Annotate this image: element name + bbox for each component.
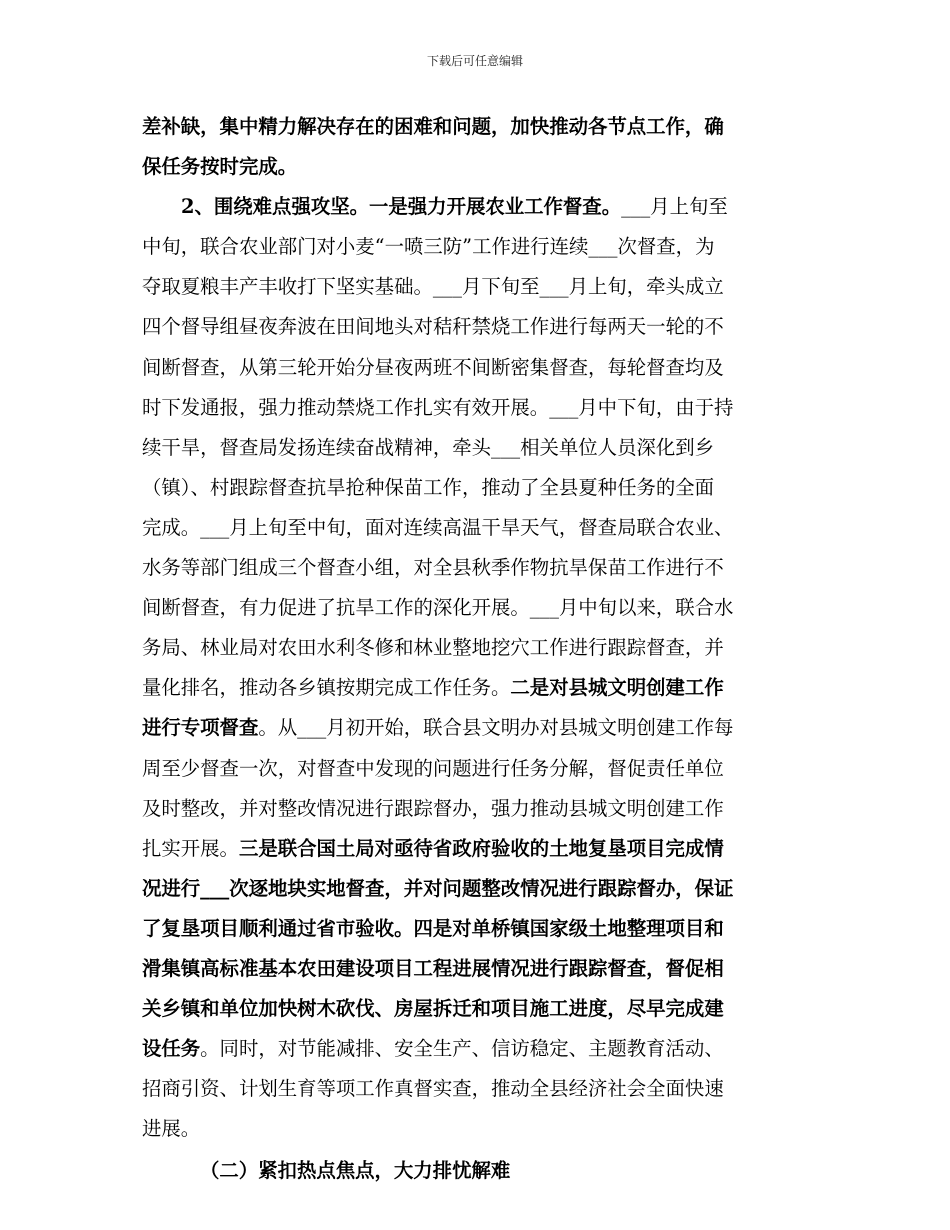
paragraph-line: 间断督查，有力促进了抗旱工作的深化开展。___月中旬以来，联合水 <box>142 596 734 620</box>
paragraph-2 <box>142 187 810 1149</box>
paragraph-line: 及时整改，并对整改情况进行跟踪督办，强力推动县城文明创建工作 <box>142 796 724 820</box>
paragraph-line: 保任务按时完成。 <box>142 155 298 179</box>
paragraph-line: 时下发通报，强力推动禁烧工作扎实有效开展。___月中下旬，由于持 <box>142 395 734 419</box>
paragraph-1 <box>142 107 810 187</box>
paragraph-line: 水务等部门组成三个督查小组，对全县秋季作物抗旱保苗工作进行不 <box>142 556 724 580</box>
paragraph-line: 差补缺，集中精力解决存在的困难和问题，加快推动各节点工作，确 <box>142 115 724 138</box>
paragraph-line: 关乡镇和单位加快树木砍伐、房屋拆迁和项目施工进度，尽早完成建 <box>142 997 724 1021</box>
paragraph-line: 中旬，联合农业部门对小麦“一喷三防”工作进行连续___次督查，为 <box>142 235 715 259</box>
paragraph-line: 周至少督查一次，对督查中发现的问题进行任务分解，督促责任单位 <box>142 756 724 780</box>
paragraph-line: 滑集镇高标准基本农田建设项目工程进展情况进行跟踪督查，督促相 <box>142 956 724 980</box>
paragraph-line <box>142 668 810 708</box>
text-run: 扎实开展。 <box>142 836 239 860</box>
paragraph-line: 进展。 <box>142 1117 201 1141</box>
bold-run: 三是联合国土局对亟待省政府验收的土地复垦项目完成情 <box>238 836 724 860</box>
section-subheading: （二）紧扣热点焦点，大力排忧解难 <box>200 1159 511 1183</box>
paragraph-line: 续干旱，督查局发扬连续奋战精神，牵头___相关单位人员深化到乡 <box>142 435 715 459</box>
paragraph-line: 了复垦项目顺利通过省市验收。四是对单桥镇国家级土地整理项目和 <box>142 916 724 940</box>
text-run: ___月上旬至 <box>621 195 728 219</box>
paragraph-line: 间断督查，从第三轮开始分昼夜两班不间断密集督查，每轮督查均及 <box>142 355 724 379</box>
text-run: 。从___月初开始，联合县文明办对县城文明创建工作每 <box>258 716 734 740</box>
paragraph-line: 务局、林业局对农田水利冬修和林业整地挖穴工作进行跟踪督查，并 <box>142 636 724 660</box>
paragraph-line <box>142 187 810 227</box>
bold-run: 二是对县城文明创建工作 <box>510 676 724 700</box>
paragraph-line: 夺取夏粮丰产丰收打下坚实基础。___月下旬至___月上旬，牵头成立 <box>142 275 724 299</box>
text-run: 。同时，对节能减排、安全生产、信访稳定、主题教育活动、 <box>200 1037 724 1061</box>
paragraph-line: 招商引资、计划生育等项工作真督实查，推动全县经济社会全面快速 <box>142 1077 724 1101</box>
paragraph-line: 完成。___月上旬至中旬，面对连续高温干旱天气，督查局联合农业、 <box>142 515 734 539</box>
paragraph-line: 况进行___次逐地块实地督查，并对问题整改情况进行跟踪督办，保证 <box>142 876 734 900</box>
paragraph-line: （镇）、村跟踪督查抗旱抢种保苗工作，推动了全县夏种任务的全面 <box>142 475 715 499</box>
paragraph-line <box>142 1029 810 1069</box>
bold-run: 2、围绕难点强攻坚。一是强力开展农业工作督查。 <box>181 195 622 219</box>
paragraph-line: 四个督导组昼夜奔波在田间地头对秸秆禁烧工作进行每两天一轮的不 <box>142 315 724 339</box>
bold-run: 设任务 <box>142 1037 201 1061</box>
paragraph-line <box>142 708 810 748</box>
paragraph-line <box>142 829 810 869</box>
page-header: 下载后可任意编辑 <box>426 54 523 68</box>
document-body <box>142 107 810 1192</box>
bold-run: 进行专项督查 <box>142 716 259 740</box>
text-run: 量化排名，推动各乡镇按期完成工作任务。 <box>142 676 511 700</box>
